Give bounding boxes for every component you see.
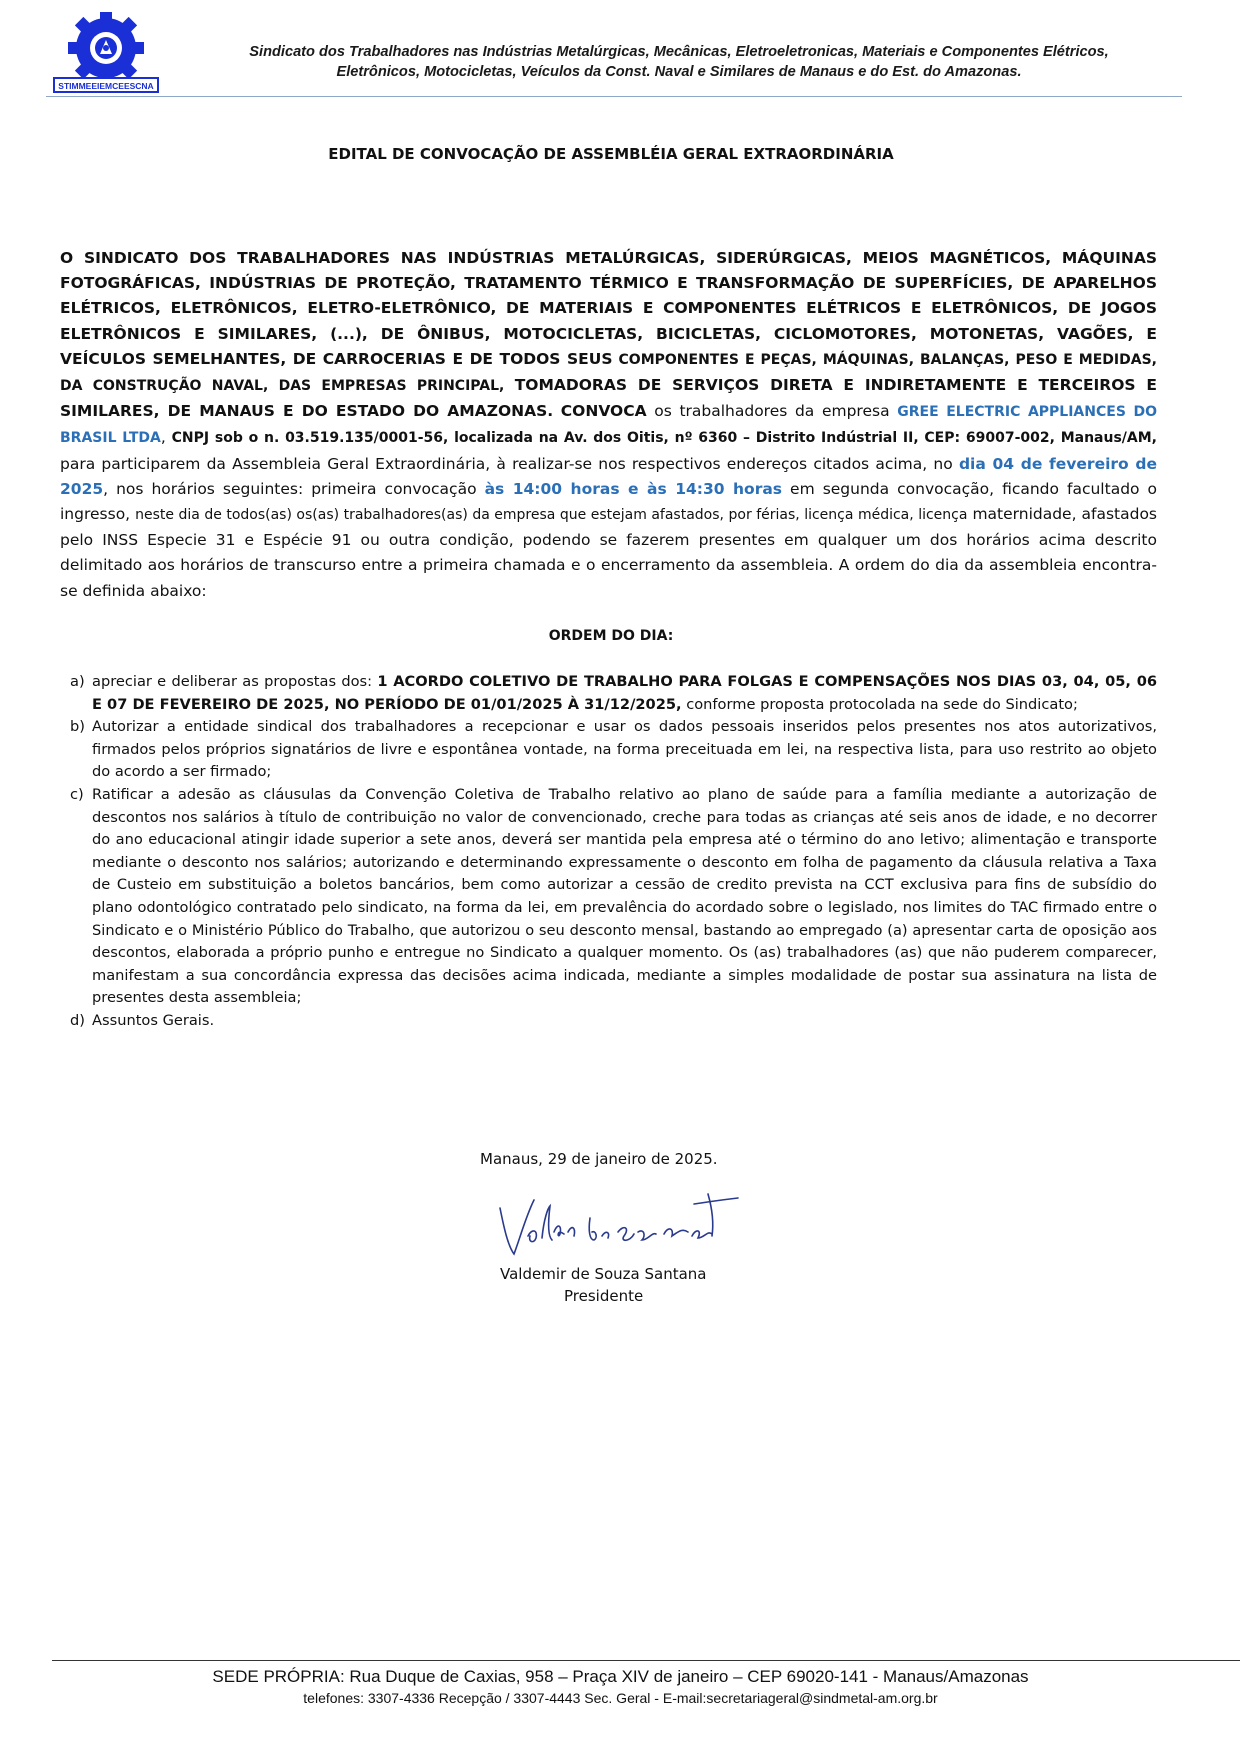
company-name: GREE ELECTRIC APPLIANCES DO BRASIL LTDA <box>60 404 1158 447</box>
letterhead <box>46 10 1182 96</box>
assembly-date: dia 04 de fevereiro de 2025 <box>60 454 1157 498</box>
agenda-item-b <box>70 716 1157 784</box>
comma: , <box>160 428 166 447</box>
agenda-item-d <box>70 1010 1157 1033</box>
document-title: EDITAL DE CONVOCAÇÃO DE ASSEMBLÉIA GERAL EXTRAORDINÁRIA <box>328 145 894 163</box>
handwritten-signature-icon <box>498 1188 748 1264</box>
company-cnpj-address: CNPJ sob o n. 03.519.135/0001-56, localizada na Av. dos Oitis, nº 6360 – Distrito Indústrial II, CEP: 69007-002, Manaus/AM, <box>171 430 1157 447</box>
place-date: Manaus, 29 de janeiro de 2025. <box>480 1150 718 1168</box>
agenda-a-bold: 1 ACORDO COLETIVO DE TRABALHO PARA FOLGAS E COMPENSAÇÕES NOS DIAS 03, 04, 05, 06 E 07 DE FEVEREIRO DE 2025, NO PERÍODO DE 01/01/2025 À 31/12/2025, <box>92 673 1157 713</box>
footer-address: SEDE PRÓPRIA: Rua Duque de Caxias, 958 – Praça XIV de janeiro – CEP 69020-141 - Manaus/Amazonas <box>212 1667 1029 1686</box>
agenda-item-a <box>70 671 1157 716</box>
text-conditions: maternidade, afastados pelo INSS Especie 31 e Espécie 91 ou outra condição, podendo se fazerem presentes em qualquer um dos horários acima descrito delimitado aos horários de transcurso entre a primeira chamada e o encerramento da assembleia. A ordem do dia da assembleia encontra-se definida abaixo: <box>60 505 1157 600</box>
text-workers: os trabalhadores da empresa <box>654 402 890 421</box>
convocation-paragraph <box>60 246 1157 604</box>
agenda-b-text: Autorizar a entidade sindical dos trabalhadores a recepcionar e usar os dados pessoais inseridos pelos presentes nos atos autorizativos, firmados pelos próprios signatários de livre e espontânea vontade, na forma preceituada em lei, na respectiva lista, para uso restrito ao objeto do acordo a ser firmado; <box>92 718 1157 781</box>
union-name-line2: Eletrônicos, Motocicletas, Veículos da Const. Naval e Similares de Manaus e do Est. do Amazonas. <box>336 64 1022 80</box>
agenda-marker-d: d) <box>70 1011 85 1029</box>
signatory-role: Presidente <box>564 1287 644 1305</box>
union-name-line1: Sindicato dos Trabalhadores nas Indústrias Metalúrgicas, Mecânicas, Eletroeletronicas, Materiais e Componentes Elétricos, <box>249 44 1109 60</box>
union-name <box>176 42 1182 82</box>
text-assembly: para participarem da Assembleia Geral Extraordinária, à realizar-se nos respectivos endereços citados acima, no <box>60 454 953 473</box>
text-second-call: em segunda convocação, ficando facultado o ingresso, <box>60 479 1158 524</box>
agenda-marker-b: b) <box>70 718 85 736</box>
union-full-name-end: TOMADORAS DE SERVIÇOS DIRETA E INDIRETAMENTE E TERCEIROS E SIMILARES, DE MANAUS E DO ESTADO DO AMAZONAS. <box>60 376 1157 421</box>
text-absent-workers: neste dia de todos(as) os(as) trabalhadores(as) da empresa que estejam afastados, por férias, licença médica, licença <box>135 507 968 524</box>
agenda-marker-c: c) <box>70 785 84 803</box>
agenda-item-c <box>70 784 1157 1010</box>
signatory-name: Valdemir de Souza Santana <box>500 1265 707 1283</box>
agenda-list <box>70 671 1157 1033</box>
header-divider <box>46 96 1182 97</box>
agenda-title: ORDEM DO DIA: <box>548 628 674 644</box>
union-logo-gear-icon <box>50 12 168 96</box>
convoca-word: CONVOCA <box>560 402 647 421</box>
assembly-times: às 14:00 horas e às 14:30 horas <box>484 479 783 498</box>
text-schedule: , nos horários seguintes: primeira convocação <box>103 479 477 498</box>
logo-text: STIMMEEIEMCEESCNA <box>58 81 154 91</box>
agenda-d-text: Assuntos Gerais. <box>92 1011 215 1029</box>
agenda-marker-a: a) <box>70 673 85 690</box>
union-full-name: O SINDICATO DOS TRABALHADORES NAS INDÚSTRIAS METALÚRGICAS, SIDERÚRGICAS, MEIOS MAGNÉTICOS, MÁQUINAS FOTOGRÁFICAS, INDÚSTRIAS DE PROTEÇÃO, TRATAMENTO TÉRMICO E TRANSFORMAÇÃO DE SUPERFÍCIES, DE APARELHOS ELÉTRICOS, ELETRÔNICOS, ELETRO-ELETRÔNICO, DE MATERIAIS E COMPONENTES ELÉTRICOS E ELETRÔNICOS, DE JOGOS ELETRÔNICOS E SIMILARES, (...), DE ÔNIBUS, MOTOCICLETAS, BICICLETAS, CICLOMOTORES, MOTONETAS, VAGÕES, E VEÍCULOS SEMELHANTES, DE CARROCERIAS E DE TODOS SEUS <box>60 249 1157 368</box>
footer-divider <box>52 1660 1240 1661</box>
footer-contacts: telefones: 3307-4336 Recepção / 3307-4443 Sec. Geral - E-mail:secretariageral@sindmetal-am.org.br <box>303 1690 938 1706</box>
union-full-name-small: COMPONENTES E PEÇAS, MÁQUINAS, BALANÇAS, PESO E MEDIDAS, DA CONSTRUÇÃO NAVAL, DAS EMPRESAS PRINCIPAL, <box>60 351 1157 395</box>
agenda-a-tail: conforme proposta protocolada na sede do Sindicato; <box>686 695 1078 713</box>
agenda-c-text: Ratificar a adesão as cláusulas da Convenção Coletiva de Trabalho relativo ao plano de saúde para a família mediante a autorização de descontos nos salários à título de contribuição no valor de convencionado, creche para todas as crianças até seis anos de idade, e no decorrer do ano educacional atingir idade superior a sete anos, deverá ser mantida pela empresa até o término do ano letivo; alimentação e transporte mediante o desconto nos salários; autorizando e determinando expressamente o desconto em folha de pagamento da cláusula relativa a Taxa de Custeio em substituição a boletos bancários, bem como autorizar a cessão de credito prevista na CCT exclusiva para fins de subsídio do plano odontológico contratado pelo sindicato, na forma da lei, em prevalência do acordado sobre o legislado, nos limites do TAC firmado entre o Sindicato e o Ministério Público do Trabalho, que autorizou o seu desconto mensal, bastando ao empregado (a) apresentar carta de oposição aos descontos, elaborada a próprio punho e entregue no Sindicato a qualquer momento. Os (as) trabalhadores (as) que não puderem comparecer, manifestam a sua concordância expressa das decisões acima indicada, mediante a simples modalidade de postar sua assinatura na lista de presentes desta assembleia; <box>92 785 1157 1007</box>
agenda-a-lead: apreciar e deliberar as propostas dos: <box>92 673 373 690</box>
